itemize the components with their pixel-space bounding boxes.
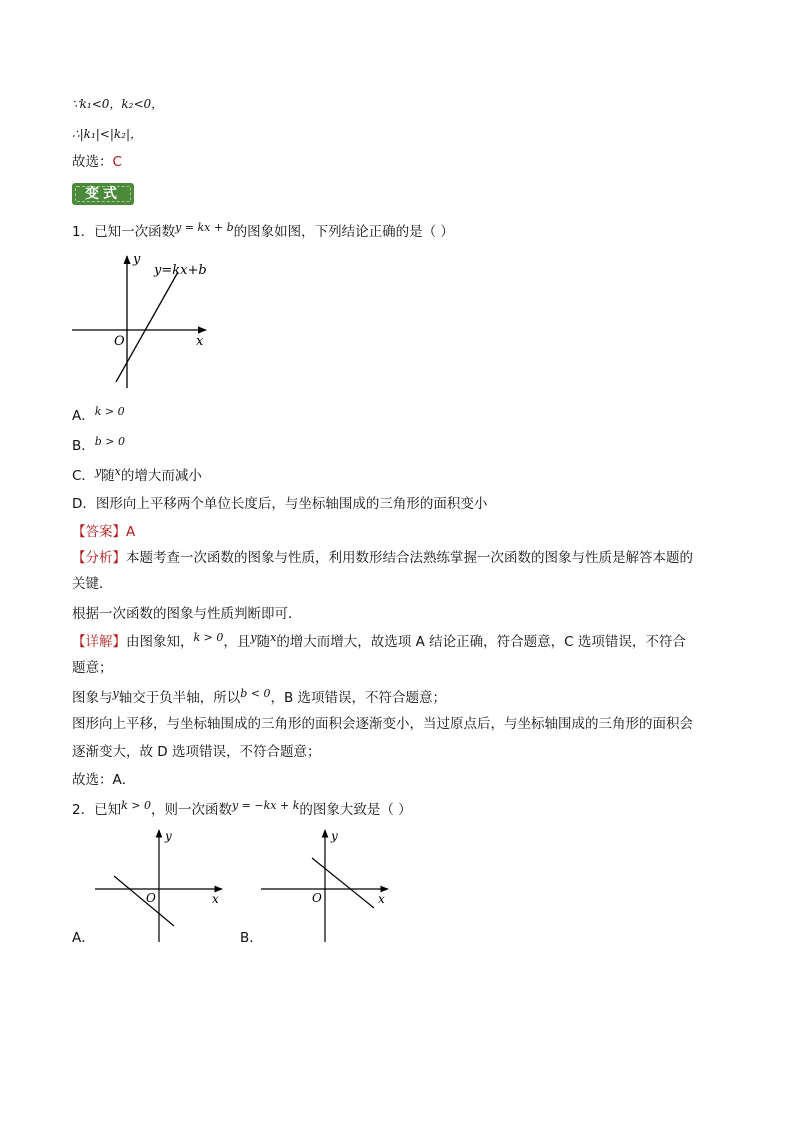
q1-option-c-text2: 的增大而减小 [120, 468, 202, 484]
q2-stem [72, 800, 412, 821]
prev-math-2: ∴|k₁|<|k₂|， [72, 127, 143, 141]
q1-formula: y = kx + b [175, 221, 234, 234]
q1-analysis-line-3 [72, 604, 302, 624]
q1-detail-line-1 [72, 632, 686, 653]
prev-answer-line [72, 152, 122, 172]
q2-graph-a [90, 826, 230, 946]
q2-prefix: 2．已知 [72, 802, 122, 818]
q1-detail-3a: 图象与 [72, 690, 113, 706]
q1-detail-line-4 [72, 714, 693, 734]
q1-analysis-text-3: 根据一次函数的图象与性质判断即可． [72, 606, 302, 622]
q2-option-b-letter: B． [240, 930, 263, 946]
q1-option-d-text: 图形向上平移两个单位长度后，与坐标轴围成的三角形的面积变小 [95, 496, 488, 512]
q1-detail-line-3 [72, 688, 446, 709]
q1-detail-2: 题意； [72, 660, 113, 676]
q1-option-c [72, 466, 202, 487]
q1-detail-3-math1: y [112, 687, 119, 700]
q2-graph-b [256, 826, 396, 946]
q1-detail-5: 逐渐变大，故 D 选项错误，不符合题意； [72, 744, 321, 760]
q1-prefix: 1．已知一次函数 [72, 224, 176, 240]
q1-analysis-tag: 【分析】 [72, 550, 126, 566]
q1-option-d [72, 494, 487, 514]
q1-detail-1b: ，且 [223, 634, 251, 650]
q1-detail-1a: 由图象知， [126, 634, 194, 650]
q1-analysis-line-1 [72, 548, 693, 568]
q1-graph [66, 250, 226, 390]
section-badge: 变式 [72, 183, 134, 205]
q1-detail-3-math2: b < 0 [240, 687, 271, 700]
q1-option-c-math2: x [114, 465, 121, 478]
q2a-y-label: y [165, 829, 172, 843]
q1-detail-line-5 [72, 742, 320, 762]
q1-detail-line-2 [72, 658, 113, 678]
q1-option-b-math: b > 0 [94, 435, 126, 448]
q2a-x-label: x [212, 892, 219, 906]
q1-function-line [116, 272, 178, 382]
q1-analysis-line-2 [72, 574, 113, 594]
q1-option-c-text1: 随 [101, 468, 115, 484]
q1-detail-3c: ，B 选项错误，不符合题意； [270, 690, 447, 706]
q2a-function-line [114, 876, 174, 926]
q1-detail-6: 故选：A． [72, 772, 136, 788]
q1-option-d-letter: D． [72, 496, 96, 512]
q2b-x-label: x [378, 892, 385, 906]
q2b-y-label: y [331, 829, 338, 843]
q2-mid: ，则一次函数 [150, 802, 232, 818]
q1-answer-tag: 【答案】 [72, 524, 126, 540]
q1-analysis-text-1: 本题考查一次函数的图象与性质，利用数形结合法熟练掌握一次函数的图象与性质是解答本题的 [126, 550, 693, 566]
q1-option-a-letter: A． [72, 408, 95, 424]
q1-option-c-math1: y [94, 465, 102, 478]
q1-origin-label: O [114, 334, 125, 349]
q1-stem [72, 222, 454, 243]
q1-option-b [72, 436, 125, 457]
q1-detail-line-6 [72, 770, 135, 790]
prev-math-1: ∵k₁<0，k₂<0， [72, 97, 164, 111]
q1-detail-3b: 轴交于负半轴，所以 [118, 690, 241, 706]
q2-option-a-letter: A． [72, 930, 95, 946]
prev-answer-prefix: 故选： [72, 154, 113, 170]
q1-detail-4: 图形向上平移，与坐标轴围成的三角形的面积会逐渐变小，当过原点后，与坐标轴围成的三角形的面积会 [72, 716, 693, 732]
prev-line-1 [72, 94, 163, 114]
q1-detail-1d: 的增大而增大，故选项 A 结论正确，符合题意，C 选项错误，不符合 [276, 634, 686, 650]
q1-suffix: 的图象如图，下列结论正确的是（ ） [233, 224, 454, 240]
q1-y-label: y [133, 252, 141, 267]
q1-detail-tag: 【详解】 [72, 634, 126, 650]
q1-detail-1c: 随 [256, 634, 271, 650]
q2-suffix: 的图象大致是（ ） [299, 802, 412, 818]
q1-x-label: x [196, 334, 204, 349]
q1-option-c-letter: C． [72, 468, 95, 484]
q2b-origin-label: O [312, 891, 322, 905]
prev-answer-value: C [112, 154, 122, 170]
q1-detail-1-math1: k > 0 [193, 631, 224, 644]
q1-detail-1-math3: x [270, 631, 277, 644]
q1-detail-1-math2: y [250, 631, 257, 644]
q2-formula: y = −kx + k [231, 799, 300, 812]
q1-option-a [72, 406, 125, 427]
q1-line-label: y=kx+b [154, 263, 207, 278]
q1-answer-line [72, 522, 135, 542]
q1-option-b-letter: B． [72, 438, 95, 454]
prev-line-2 [72, 124, 142, 144]
q2a-origin-label: O [146, 891, 156, 905]
q1-answer-value: A [126, 524, 136, 540]
q1-analysis-text-2: 关键． [72, 576, 113, 592]
q1-option-a-math: k > 0 [94, 405, 125, 418]
q2-cond: k > 0 [121, 799, 151, 812]
